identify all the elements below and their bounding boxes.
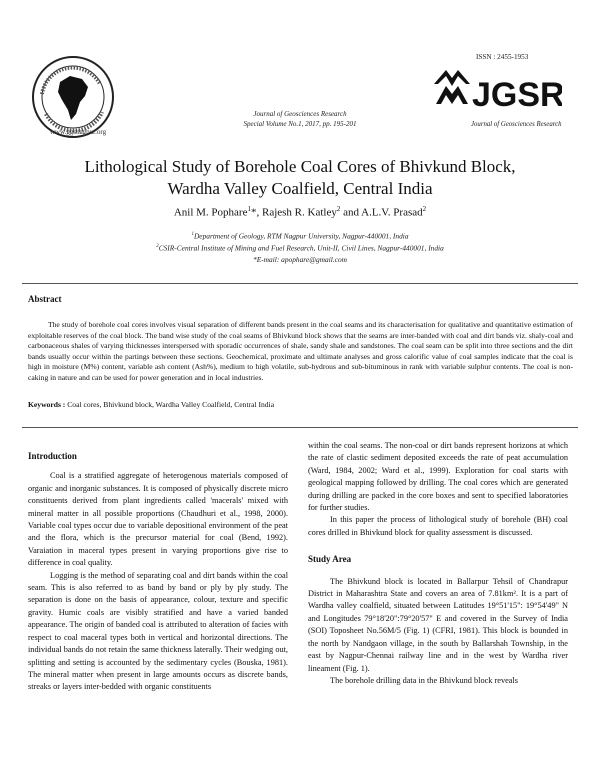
affiliation-1: Department of Geology, RTM Nagpur University, Nagpur-440001, India bbox=[193, 231, 409, 241]
affiliation-2: CSIR-Central Institute of Mining and Fuel Research, Unit-II, Civil Lines, Nagpur-440001, India bbox=[158, 243, 444, 253]
abstract-text: The study of borehole coal cores involves visual separation of different bands present in the coal seams and its characterisation for qualitative and quantitative estimation of exploitable reserves of the coal block. The band wise study of the coal seams of Bhivkund block shows that the seams are inter-banded with coal and dirt bands viz. shaly-coal and carbonaceous shales of varying thicknesses interspersed with sporadic occurrences of shale, sandy shale and sandstones. The coal seam can be split into three sections and the dirt bands usually occur within the partings between these sections. Geochemical, proximate and ultimate analyses and gross calorific value of coal samples indicate that the coal is high in moisture (M%) content, variable ash content (Ash%), medium to high volatile, sub-hydrous and sub-bituminous in rank with variable sulphur contents. The coal is non-caking in nature and can be used for power generation and in local industries. bbox=[28, 320, 573, 382]
study-area-paragraph-2: The borehole drilling data in the Bhivkund block reveals bbox=[330, 675, 519, 685]
author-1-affil: 1 bbox=[247, 205, 251, 213]
author-2: , Rajesh R. Katley bbox=[256, 206, 337, 219]
study-area-paragraph-1: The Bhivkund block is located in Ballarpur Tehsil of Chandrapur District in Maharashtra State and covers an area of 7.81km². It is a part of Wardha valley coalfield, situated between Latitudes 19°51'15": 19°54'49" N and Longitudes 79°18'20":79°20'57" E and covered in the Survey of India (SOI) Toposheet No.56M/5 (Fig. 1) (CFRI, 1981). This block is bounded in the north by Nandgaon village, in the south by Ballarshah Township, in the east by Nagpur-Chennai railway line and in the west by Wardha river lineament (Fig. 1). bbox=[308, 576, 568, 673]
introduction-heading: Introduction bbox=[28, 451, 77, 461]
keywords-label: Keywords : bbox=[28, 400, 66, 409]
author-list bbox=[60, 205, 540, 219]
study-area-heading: Study Area bbox=[308, 554, 352, 565]
volume-info: Special Volume No.1, 2017, pp. 195-201 bbox=[243, 120, 357, 128]
journal-citation bbox=[190, 109, 410, 129]
left-column bbox=[28, 451, 288, 694]
jgsr-subtitle: Journal of Geosciences Research bbox=[471, 121, 562, 128]
jgsr-wordmark: JGSR bbox=[472, 76, 562, 114]
abstract-heading: Abstract bbox=[28, 294, 62, 304]
paper-title bbox=[60, 156, 540, 200]
author-2-affil: 2 bbox=[336, 205, 341, 213]
divider-bottom bbox=[22, 427, 578, 428]
divider-top bbox=[22, 283, 578, 284]
author-3: and A.L.V. Prasad bbox=[340, 206, 423, 219]
title-line-1: Lithological Study of Borehole Coal Cores of Bhivkund Block, bbox=[84, 157, 516, 176]
affil-1-sup: 1 bbox=[191, 232, 194, 237]
intro-paragraph-4: In this paper the process of lithological study of borehole (BH) coal cores drilled in Bhivkund block for quality assessment is discussed. bbox=[308, 515, 568, 537]
intro-paragraph-3: within the coal seams. The non-coal or dirt bands represent horizons at which the rate of clastic sediment deposited exceeds the rate of peat accumulation (Ward, 1984, 2002; Ward et al., 1999). Exploration for coal starts with geological mapping followed by drilling. The coal cores which are generated during drilling are packed in the core boxes and sent to specified laboratories for further studies. bbox=[308, 441, 568, 513]
affil-2-sup: 2 bbox=[156, 244, 159, 250]
society-website[interactable]: www.ggsnagpur.org bbox=[49, 128, 107, 136]
keywords-text: Coal cores, Bhivkund block, Wardha Valley Coalfield, Central India bbox=[65, 400, 275, 409]
intro-paragraph-2: Logging is the method of separating coal and dirt bands within the coal seam. This is also referred to as band by band or ply by ply study. The separation is done on the basis of appearance, colour, texture and specific gravity. Humic coals are visibly stratified and have a varied banded appearance. The origin of banded coal is attributed to alteration of facies with respect to coal maceral types both in vertical and horizontal directions. The individual bands do not retain the same thickness laterally. Their wedging out, splitting and setting is accounted by the sedimentary cycles (Bouska, 1981). The mineral matter when present in large amounts occurs as discrete bands, streaks or layers inter-bedded with organic constituents bbox=[28, 570, 288, 692]
author-1: Anil M. Pophare bbox=[173, 206, 248, 219]
keywords bbox=[28, 400, 573, 409]
affiliations bbox=[40, 229, 560, 265]
journal-name: Journal of Geosciences Research bbox=[253, 110, 347, 118]
contact-email[interactable]: *E-mail: apophare@gmail.com bbox=[253, 254, 347, 264]
intro-paragraph-1: Coal is a stratified aggregate of heterogenous materials composed of organic and inorganic substances. It is composed of physically discrete micro constituents derived from plant ingredients called 'macerals' mixed with mineral matter in all possible proportions (Chaudhuri et al., 1998, 2000). Variable coal types occur due to variable depositional environment of the peat and the flora, which is the precursor material for coal (Bend, 1992). Varaiation in maceral types present in varying proportions give rise to difference in coal quality. bbox=[28, 471, 288, 568]
corresponding-mark: * bbox=[250, 206, 257, 219]
author-3-affil: 2 bbox=[422, 205, 427, 213]
issn-number: ISSN : 2455-1953 bbox=[476, 53, 529, 61]
title-line-2: Wardha Valley Coalfield, Central India bbox=[167, 179, 433, 198]
right-column bbox=[308, 440, 568, 687]
